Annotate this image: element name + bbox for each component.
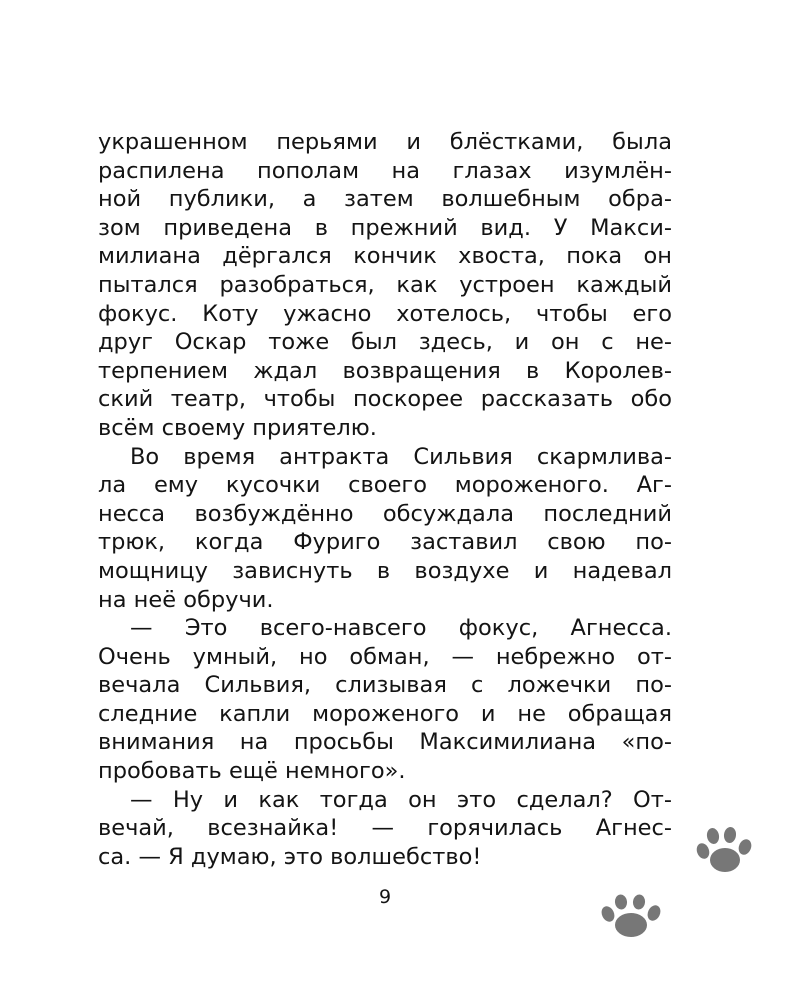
text-line: украшенном перьями и блёстками, была — [98, 129, 672, 155]
text-line: друг Оскар тоже был здесь, и он с не- — [98, 329, 672, 356]
text-line: всём своему приятелю. — [98, 414, 377, 441]
text-line: пробовать ещё немного». — [98, 758, 406, 785]
text-line: — Это всего-навсего фокус, Агнесса. — [130, 615, 672, 642]
text-line: внимания на просьбы Максимилиана «по- — [98, 729, 672, 756]
text-line: ский театр, чтобы поскорее рассказать обо — [98, 386, 672, 413]
text-line: — Ну и как тогда он это сделал? От- — [130, 786, 672, 813]
text-line: пытался разобраться, как устроен каждый — [98, 271, 672, 298]
text-line: фокус. Коту ужасно хотелось, чтобы его — [98, 300, 672, 327]
page-number: 9 — [378, 886, 392, 908]
text-line: следние капли мороженого и не обращая — [98, 700, 672, 727]
text-line: зом приведена в прежний вид. У Макси- — [98, 214, 672, 241]
text-line: вечай, всезнайка! — горячилась Агнес- — [98, 815, 672, 842]
text-line: мощницу зависнуть в воздухе и надевал — [98, 557, 672, 584]
text-line: са. — Я думаю, это волшебство! — [98, 843, 482, 870]
text-line: на неё обручи. — [98, 586, 274, 613]
text-line: Во время антракта Сильвия скармлива- — [130, 443, 672, 470]
text-line: ной публики, а затем волшебным обра- — [98, 186, 672, 213]
text-line: терпением ждал возвращения в Королев- — [98, 357, 672, 384]
paw-print-icon — [600, 894, 662, 940]
text-line: несса возбуждённо обсуждала последний — [98, 500, 672, 527]
text-line: ла ему кусочки своего мороженого. Аг- — [98, 472, 672, 499]
text-line: вечала Сильвия, слизывая с ложечки по- — [98, 672, 672, 699]
text-line: трюк, когда Фуриго заставил свою по- — [98, 529, 672, 556]
body-text — [98, 128, 672, 871]
text-line: Очень умный, но обман, — небрежно от- — [98, 643, 672, 670]
paw-print-icon — [694, 826, 754, 876]
text-line: распилена пополам на глазах изумлён- — [98, 157, 672, 184]
text-line: милиана дёргался кончик хвоста, пока он — [98, 243, 672, 270]
